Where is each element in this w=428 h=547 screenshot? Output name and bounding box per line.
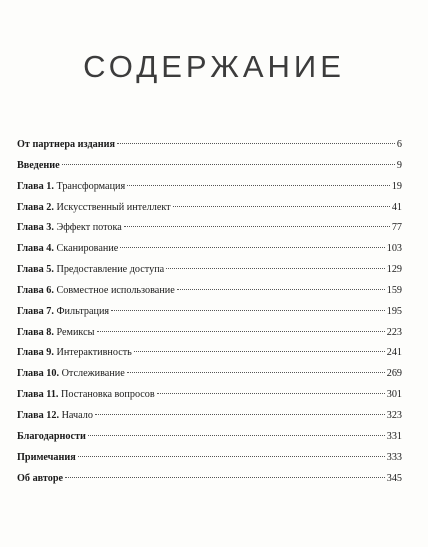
toc-entry [17,427,402,448]
chapter-number: Глава 5. [17,264,54,276]
page-number: 6 [396,139,402,150]
dot-leader [177,289,385,290]
dot-leader [157,393,385,394]
toc-entry [17,135,402,156]
toc-entry-label [17,302,109,323]
dot-leader [95,414,385,415]
toc-entry-label [17,343,132,364]
toc-entry [17,406,402,427]
dot-leader [97,331,385,332]
page-number: 333 [386,451,402,463]
toc-entry-label [17,406,93,427]
page-number: 129 [386,264,402,276]
chapter-number: Глава 10. [17,368,60,380]
toc-entry-label [17,364,125,385]
dot-leader [62,164,395,165]
toc-entry-label [17,469,63,490]
toc-entry-title: Постановка вопросов [61,389,155,401]
page-number: 323 [386,409,402,421]
toc-entry-title: Об авторе [17,472,64,484]
toc-entry-title: Эффект потока [56,222,122,234]
dot-leader [78,456,385,457]
toc-entry-label [17,177,125,198]
toc-entry [17,260,402,281]
toc-entry [17,198,402,219]
toc-entry-title: Фильтрация [56,305,110,317]
toc-entry [17,156,402,177]
page-title: СОДЕРЖАНИЕ [83,48,345,84]
page-number: 159 [386,284,402,296]
chapter-number: Глава 6. [17,284,54,296]
toc-entry-label [17,135,115,156]
chapter-number: Глава 9. [17,347,54,359]
toc-entry-title: Предоставление доступа [56,264,165,276]
dot-leader [117,143,395,144]
chapter-number: Глава 4. [17,243,54,255]
page-number: 41 [391,201,402,213]
toc-entry [17,469,402,490]
toc-entry-label [17,239,118,260]
page-number: 103 [386,243,402,255]
table-of-contents [17,135,402,489]
page-number: 77 [391,222,402,234]
dot-leader [127,185,390,186]
toc-entry-title: Благодарности [17,430,86,442]
toc-entry-title: Совместное использование [56,284,175,296]
page-number: 195 [386,305,402,317]
toc-entry-title: Примечания [17,451,76,463]
chapter-number: Глава 8. [17,326,54,338]
toc-entry-label [17,281,175,302]
page-number: 241 [386,347,402,359]
dot-leader [134,351,385,352]
dot-leader [173,206,390,207]
toc-entry-label [17,448,76,469]
toc-entry-title: Интерактивность [56,347,132,359]
toc-entry-label [17,156,60,177]
page-number: 19 [391,180,402,192]
dot-leader [88,435,385,436]
toc-entry-title: Отслеживание [61,368,125,380]
toc-entry [17,343,402,364]
toc-entry [17,177,402,198]
toc-entry [17,281,402,302]
page-number: 269 [386,368,402,380]
toc-entry [17,218,402,239]
chapter-number: Глава 7. [17,305,54,317]
toc-entry-title: Трансформация [56,180,126,192]
page-number: 301 [386,389,402,401]
toc-entry-title: Сканирование [56,243,119,255]
toc-entry [17,448,402,469]
toc-entry-title: Ремиксы [56,326,95,338]
toc-entry [17,323,402,344]
dot-leader [124,226,390,227]
page-number: 345 [386,472,402,484]
chapter-number: Глава 3. [17,222,54,234]
chapter-number: Глава 12. [17,409,60,421]
page-number: 9 [396,159,402,171]
toc-entry-label [17,198,171,219]
dot-leader [127,372,385,373]
dot-leader [65,477,385,478]
toc-entry-title: Введение [17,159,60,171]
page-number: 223 [386,326,402,338]
toc-entry [17,239,402,260]
dot-leader [111,310,385,311]
page-number: 331 [386,430,402,442]
toc-entry [17,364,402,385]
dot-leader [166,268,385,269]
toc-entry-label [17,427,86,448]
toc-entry-title: От партнера издания [17,139,115,150]
toc-entry-label [17,385,155,406]
toc-entry-label [17,218,122,239]
chapter-number: Глава 1. [17,180,54,192]
chapter-number: Глава 11. [17,389,59,401]
toc-entry-title: Начало [61,409,93,421]
toc-entry-label [17,260,164,281]
dot-leader [120,247,384,248]
toc-entry [17,302,402,323]
toc-entry-title: Искусственный интеллект [56,201,171,213]
chapter-number: Глава 2. [17,201,54,213]
toc-entry-label [17,323,95,344]
toc-entry [17,385,402,406]
